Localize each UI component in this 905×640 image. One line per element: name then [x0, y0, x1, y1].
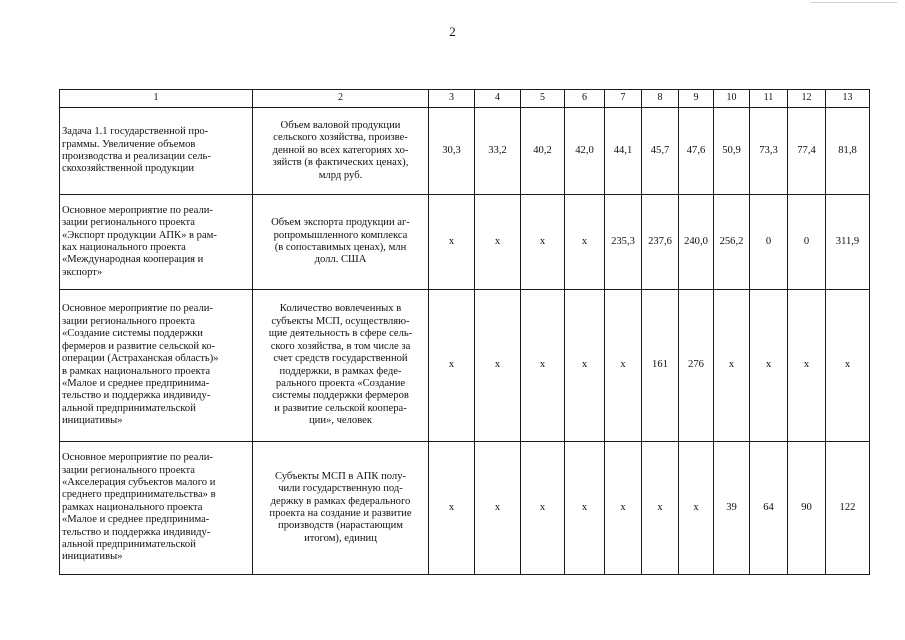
indicator-cell: [253, 290, 429, 442]
indicator-text: Количество вовлеченных в субъекты МСП, осуществляю- щие деятельность в сфере сель- ского хозяйства, в том числе за счет средств государственной поддержки, в рамках феде- рального проекта «Создание системы поддержки фермеров и развитие сельской коопера- ции», человек: [268, 303, 413, 427]
value-cell: х: [714, 290, 750, 442]
column-header: 3: [429, 90, 475, 108]
value-cell: х: [750, 290, 788, 442]
value-cell: 0: [750, 195, 788, 290]
table-row: [60, 108, 870, 195]
table-row: [60, 290, 870, 442]
value-cell: х: [826, 290, 870, 442]
column-header: 10: [714, 90, 750, 108]
task-cell: [60, 108, 253, 195]
value-cell: 42,0: [565, 108, 605, 195]
value-cell: 256,2: [714, 195, 750, 290]
indicators-table: [59, 89, 870, 575]
indicator-text: Объем валовой продукции сельского хозяйства, произве- денной во всех категориях хо- зяйств (в фактических ценах), млрд руб.: [272, 119, 409, 181]
indicator-cell: [253, 108, 429, 195]
value-cell: х: [429, 290, 475, 442]
column-header: 1: [60, 90, 253, 108]
task-cell: [60, 442, 253, 575]
value-cell: 122: [826, 442, 870, 575]
value-cell: 77,4: [788, 108, 826, 195]
value-cell: х: [429, 195, 475, 290]
value-cell: 237,6: [642, 195, 679, 290]
task-text: Основное мероприятие по реали- зации регионального проекта «Экспорт продукции АПК» в рам- ках национального проекта «Международная кооперация и экспорт»: [62, 204, 217, 278]
value-cell: 73,3: [750, 108, 788, 195]
column-header: 12: [788, 90, 826, 108]
value-cell: 240,0: [679, 195, 714, 290]
value-cell: 47,6: [679, 108, 714, 195]
value-cell: х: [679, 442, 714, 575]
value-cell: 311,9: [826, 195, 870, 290]
value-cell: 50,9: [714, 108, 750, 195]
value-cell: х: [429, 442, 475, 575]
value-cell: 64: [750, 442, 788, 575]
task-cell: [60, 290, 253, 442]
value-cell: х: [605, 290, 642, 442]
indicator-cell: [253, 442, 429, 575]
value-cell: х: [565, 442, 605, 575]
indicator-text: Субъекты МСП в АПК полу- чили государственную под- держку в рамках федерального проекта на создание и развитие производств (нарастающим итогом), единиц: [269, 470, 412, 544]
task-text: Основное мероприятие по реали- зации регионального проекта «Акселерация субъектов малого и среднего предпринимательства» в рамках национального проекта «Малое и среднее предпринима- тельство и поддержка индивиду- альной предпринимательской инициативы»: [62, 452, 216, 563]
value-cell: 235,3: [605, 195, 642, 290]
value-cell: 30,3: [429, 108, 475, 195]
page-number: 2: [449, 24, 456, 39]
column-header: 2: [253, 90, 429, 108]
column-header: 5: [521, 90, 565, 108]
value-cell: 0: [788, 195, 826, 290]
value-cell: 276: [679, 290, 714, 442]
value-cell: х: [642, 442, 679, 575]
indicator-text: Объем экспорта продукции аг- ропромышленного комплекса (в сопоставимых ценах), млн долл. США: [271, 217, 410, 266]
table-row: [60, 442, 870, 575]
value-cell: 44,1: [605, 108, 642, 195]
value-cell: 40,2: [521, 108, 565, 195]
value-cell: х: [565, 195, 605, 290]
value-cell: х: [475, 290, 521, 442]
column-header: 6: [565, 90, 605, 108]
value-cell: 45,7: [642, 108, 679, 195]
value-cell: х: [521, 195, 565, 290]
value-cell: х: [788, 290, 826, 442]
value-cell: х: [605, 442, 642, 575]
value-cell: х: [565, 290, 605, 442]
column-header: 9: [679, 90, 714, 108]
value-cell: 81,8: [826, 108, 870, 195]
indicator-cell: [253, 195, 429, 290]
value-cell: 33,2: [475, 108, 521, 195]
value-cell: х: [475, 195, 521, 290]
column-header: 8: [642, 90, 679, 108]
value-cell: 39: [714, 442, 750, 575]
column-header: 4: [475, 90, 521, 108]
task-text: Основное мероприятие по реали- зации регионального проекта «Создание системы поддержки фермеров и развитие сельской ко- операции (Астраханская область)» в рамках национального проекта «Малое и среднее предпринима- тельство и поддержка индивиду- альной предпринимательской инициативы»: [62, 303, 219, 427]
column-header: 11: [750, 90, 788, 108]
task-cell: [60, 195, 253, 290]
value-cell: х: [521, 290, 565, 442]
column-header: 7: [605, 90, 642, 108]
value-cell: 90: [788, 442, 826, 575]
value-cell: 161: [642, 290, 679, 442]
scan-edge-mark: [811, 2, 897, 5]
task-text: Задача 1.1 государственной про- граммы. Увеличение объемов производства и реализации сель- скохозяйственной продукции: [62, 126, 211, 175]
table-row: [60, 195, 870, 290]
header-row: [60, 90, 870, 108]
value-cell: х: [521, 442, 565, 575]
column-header: 13: [826, 90, 870, 108]
value-cell: х: [475, 442, 521, 575]
